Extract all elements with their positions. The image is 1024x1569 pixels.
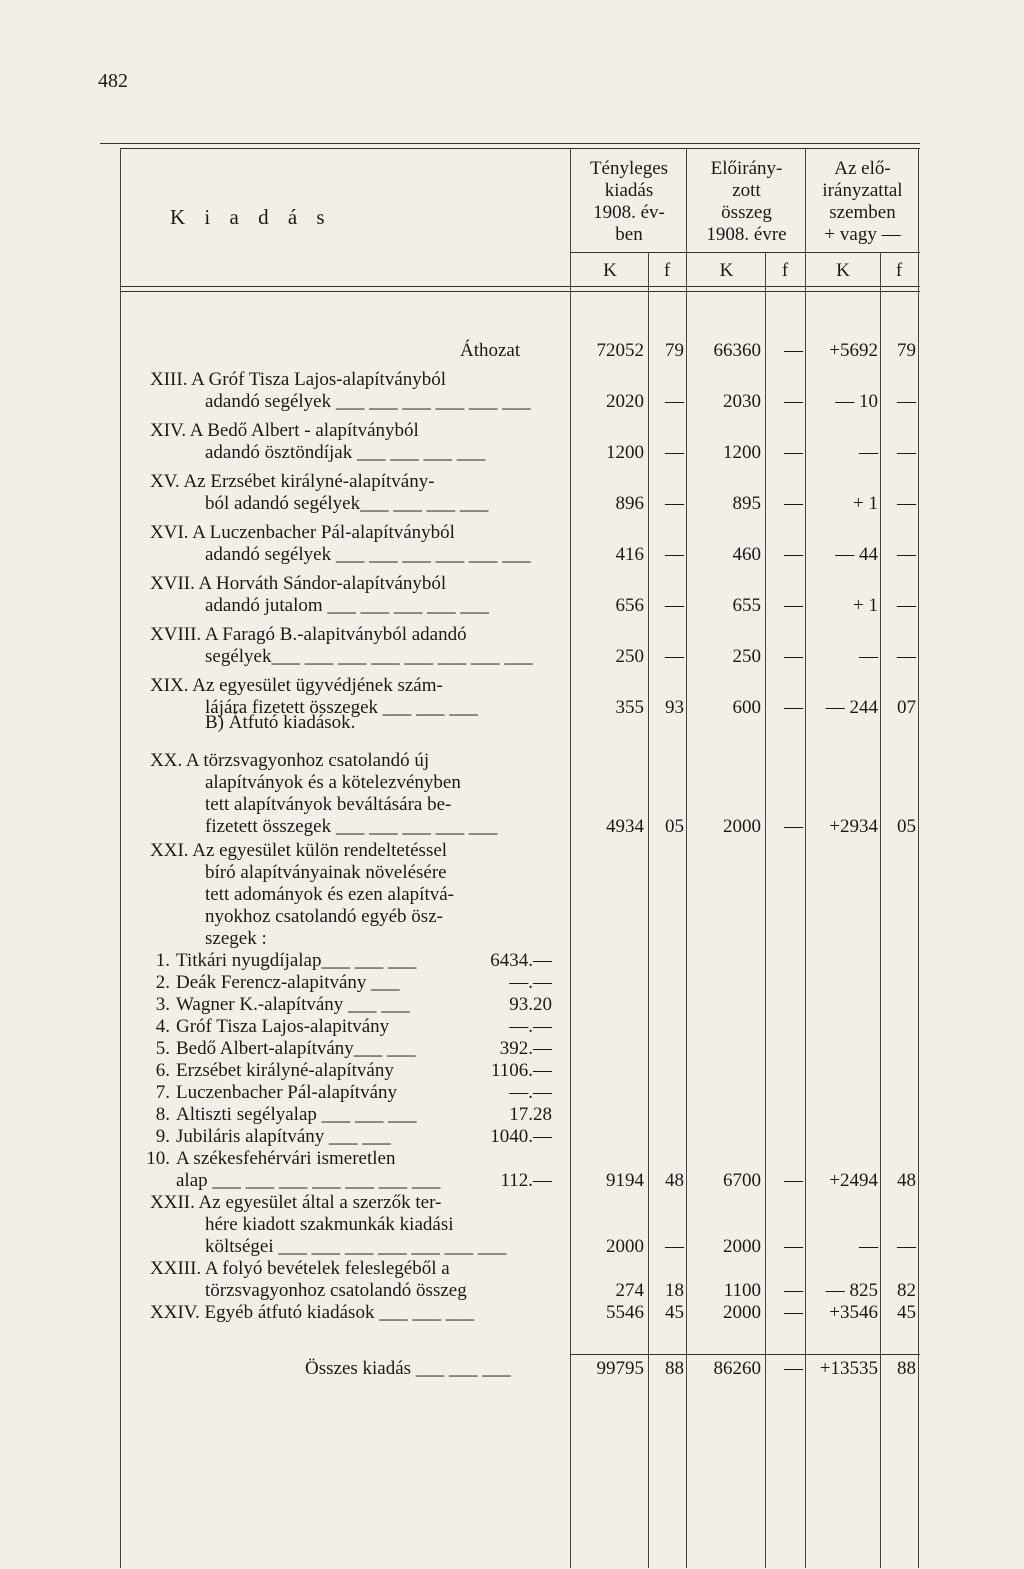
subitem-name: Gróf Tisza Lajos-alapitvány [176,1016,390,1037]
row-label-line: XVIII. A Faragó B.-alapitványból adandó [150,624,467,645]
col-divider-2 [686,148,687,1568]
section-b-heading: B) Átfutó kiadások. [205,712,356,733]
row-xxi-label-line: XXI. Az egyesület külön rendeltetéssel [150,840,448,861]
amount-diff-k: — [859,442,878,463]
amount-diff-k: — [859,1236,878,1257]
top-rule [100,143,920,144]
amount-diff-f: — [897,595,916,616]
unit-f-3: f [895,260,903,281]
amount-actual-k: 656 [615,595,644,616]
amount-actual-f: 45 [665,1302,684,1323]
row-label-line: adandó jutalom ___ ___ ___ ___ ___ [205,595,489,616]
amount-planned-k: 86260 [713,1358,761,1379]
row-tail-label-line: XXIII. A folyó bevételek feleslegéből a [150,1258,450,1279]
amount-actual-f: — [665,391,684,412]
amount-actual-k: 2000 [606,1236,644,1257]
subitem-amount: 1106.— [490,1060,552,1081]
row-label-line: lájára fizetett összegek ___ ___ ___ [205,697,478,718]
amount-planned-k: 66360 [713,340,761,361]
row-xxi-label-line: nyokhoz csatolandó egyéb ösz- [205,906,443,927]
amount-actual-f: 93 [665,697,684,718]
amount-actual-k: 896 [615,493,644,514]
amount-diff-f: 88 [897,1358,916,1379]
unit-k-3: K [836,260,850,281]
amount-diff-k: +2934 [829,816,878,837]
amount-diff-k: + 1 [853,493,878,514]
amount-actual-k: 9194 [606,1170,644,1191]
amount-planned-f: — [784,1236,803,1257]
amount-actual-f: 05 [665,816,684,837]
amount-actual-k: 99795 [596,1358,644,1379]
row-label-line: adandó segélyek ___ ___ ___ ___ ___ ___ [205,391,531,412]
row-tail-label-line: XXII. Az egyesület által a szerzők ter- [150,1192,442,1213]
amount-actual-k: 72052 [596,340,644,361]
right-border [918,148,919,1568]
amount-diff-f: — [897,1236,916,1257]
subitem-name: Bedő Albert-alapítvány___ ___ [176,1038,416,1059]
amount-planned-f: — [784,340,803,361]
row-label-line: Áthozat [460,340,521,361]
amount-actual-k: 2020 [606,391,644,412]
amount-diff-f: — [897,544,916,565]
header-bottom-rule-2 [120,291,920,292]
subitem-name: alap ___ ___ ___ ___ ___ ___ ___ [176,1170,441,1191]
amount-planned-k: 2030 [723,391,761,412]
subitem-number: 4. [155,1016,170,1037]
subitem-amount: —.— [509,1016,552,1037]
header-col-planned: Előirány- zott összeg 1908. évre [706,158,787,245]
row-tail-label-line: XXIV. Egyéb átfutó kiadások ___ ___ ___ [150,1302,475,1323]
header-bottom-rule [120,286,920,287]
amount-actual-f: 79 [665,340,684,361]
amount-planned-k: 655 [732,595,761,616]
row-label-line: XIV. A Bedő Albert - alapítványból [150,420,419,441]
amount-planned-f: — [784,1280,803,1301]
subitem-number: 9. [155,1126,170,1147]
row-xx-label-line: XX. A törzsvagyonhoz csatolandó új [150,750,430,771]
subitem-number: 3. [155,994,170,1015]
amount-diff-k: + 1 [853,595,878,616]
amount-actual-k: 250 [615,646,644,667]
amount-diff-k: +3546 [829,1302,878,1323]
subitem-number: 1. [155,950,170,971]
amount-planned-f: — [784,646,803,667]
amount-actual-k: 416 [615,544,644,565]
amount-planned-f: — [784,697,803,718]
amount-planned-f: — [784,493,803,514]
row-tail-label-line: hére kiadott szakmunkák kiadási [205,1214,454,1235]
subitem-name: Titkári nyugdíjalap___ ___ ___ [176,950,417,971]
row-label-line: segélyek___ ___ ___ ___ ___ ___ ___ ___ [205,646,533,667]
amount-actual-f: — [665,544,684,565]
amount-actual-k: 5546 [606,1302,644,1323]
amount-planned-k: 6700 [723,1170,761,1191]
amount-diff-k: — 10 [835,391,878,412]
total-label: Összes kiadás ___ ___ ___ [305,1358,511,1379]
row-xxi-label-line: tett adományok és ezen alapítvá- [205,884,455,905]
row-label-line: XVI. A Luczenbacher Pál-alapítványból [150,522,455,543]
subitem-amount: 17.28 [509,1104,552,1125]
amount-diff-k: +2494 [829,1170,878,1191]
row-xxi-label-line: szegek : [205,928,267,949]
row-xx-label-line: alapítványok és a kötelezvényben [205,772,461,793]
header-col-difference: Az elő- irányzattal szemben + vagy — [822,158,903,245]
subitem-number: 6. [155,1060,170,1081]
unit-f-2: f [781,260,789,281]
amount-actual-k: 4934 [606,816,644,837]
amount-diff-k: +5692 [829,340,878,361]
amount-diff-f: 05 [897,816,916,837]
subitem-name: Erzsébet királyné-alapítvány [176,1060,394,1081]
row-xx-label-line: fizetett összegek ___ ___ ___ ___ ___ [205,816,498,837]
amount-actual-f: 48 [665,1170,684,1191]
row-label-line: XV. Az Erzsébet királyné-alapítvány- [150,471,435,492]
amount-actual-f: — [665,646,684,667]
amount-planned-k: 2000 [723,1302,761,1323]
amount-diff-f: — [897,493,916,514]
top-rule-2 [120,148,920,149]
amount-diff-k: — 825 [825,1280,878,1301]
subitem-amount: 392.— [499,1038,552,1059]
amount-planned-k: 460 [732,544,761,565]
header-col-actual: Tényleges kiadás 1908. év- ben [589,158,669,245]
amount-actual-f: — [665,1236,684,1257]
row-label-line: XVII. A Horváth Sándor-alapítványból [150,573,447,594]
amount-planned-k: 2000 [723,816,761,837]
row-tail-label-line: költségei ___ ___ ___ ___ ___ ___ ___ [205,1236,507,1257]
row-xxi-label-line: bíró alapítványainak növelésére [205,862,447,883]
amount-actual-f: 18 [665,1280,684,1301]
subitem-amount: —.— [509,972,552,993]
amount-actual-k: 355 [615,697,644,718]
unit-k-1: K [603,260,617,281]
row-label-line: XIII. A Gróf Tisza Lajos-alapítványból [150,369,447,390]
amount-diff-f: 45 [897,1302,916,1323]
amount-planned-f: — [784,1358,803,1379]
subitem-name: Wagner K.-alapítvány ___ ___ [176,994,410,1015]
subitem-number: 8. [155,1104,170,1125]
amount-actual-f: — [665,595,684,616]
subitem-number: 2. [155,972,170,993]
amount-diff-f: 79 [897,340,916,361]
amount-diff-f: 82 [897,1280,916,1301]
amount-diff-k: — 44 [835,544,878,565]
subitem-name: Luczenbacher Pál-alapítvány [176,1082,398,1103]
amount-actual-f: 88 [665,1358,684,1379]
amount-planned-k: 895 [732,493,761,514]
units-rule [570,252,920,253]
amount-diff-f: — [897,391,916,412]
amount-actual-f: — [665,442,684,463]
amount-planned-k: 2000 [723,1236,761,1257]
subitem-amount: 93.20 [509,994,552,1015]
amount-actual-k: 1200 [606,442,644,463]
unit-f-1: f [663,260,671,281]
amount-planned-f: — [784,1170,803,1191]
subitem-amount: 6434.— [490,950,552,971]
amount-planned-f: — [784,816,803,837]
amount-diff-f: — [897,442,916,463]
header-kiadas: K i a d á s [170,205,332,229]
amount-planned-f: — [784,544,803,565]
subitem-number: 10. [146,1148,170,1169]
col-divider-1 [570,148,571,1568]
amount-planned-f: — [784,442,803,463]
amount-diff-k: +13535 [819,1358,878,1379]
left-border [120,148,121,1568]
row-label-line: XIX. Az egyesület ügyvédjének szám- [150,675,443,696]
row-xx-label-line: tett alapítványok beváltására be- [205,794,452,815]
amount-diff-f: 48 [897,1170,916,1191]
amount-diff-f: 07 [897,697,916,718]
row-label-line: ból adandó segélyek___ ___ ___ ___ [205,493,489,514]
row-label-line: adandó ösztöndíjak ___ ___ ___ ___ [205,442,486,463]
amount-planned-k: 600 [732,697,761,718]
amount-planned-f: — [784,391,803,412]
amount-diff-k: — 244 [825,697,878,718]
amount-diff-k: — [859,646,878,667]
row-label-line: adandó segélyek ___ ___ ___ ___ ___ ___ [205,544,531,565]
amount-planned-k: 1100 [723,1280,761,1301]
subitem-name: Deák Ferencz-alapitvány ___ [176,972,400,993]
subitem-amount: 112.— [500,1170,552,1191]
amount-actual-f: — [665,493,684,514]
total-rule [570,1354,920,1355]
subitem-name: Altiszti segélyalap ___ ___ ___ [176,1104,417,1125]
subitem-amount: 1040.— [490,1126,552,1147]
row-tail-label-line: törzsvagyonhoz csatolandó összeg [205,1280,467,1301]
amount-planned-k: 250 [732,646,761,667]
amount-planned-k: 1200 [723,442,761,463]
subitem-name: Jubiláris alapítvány ___ ___ [176,1126,391,1147]
unit-k-2: K [719,260,734,281]
subitem-number: 5. [155,1038,170,1059]
amount-planned-f: — [784,595,803,616]
amount-diff-f: — [897,646,916,667]
page-number: 482 [98,70,128,92]
subitem-number: 7. [155,1082,170,1103]
subitem-name: A székesfehérvári ismeretlen [176,1148,396,1169]
amount-planned-f: — [784,1302,803,1323]
amount-actual-k: 274 [615,1280,644,1301]
subitem-amount: —.— [509,1082,552,1103]
